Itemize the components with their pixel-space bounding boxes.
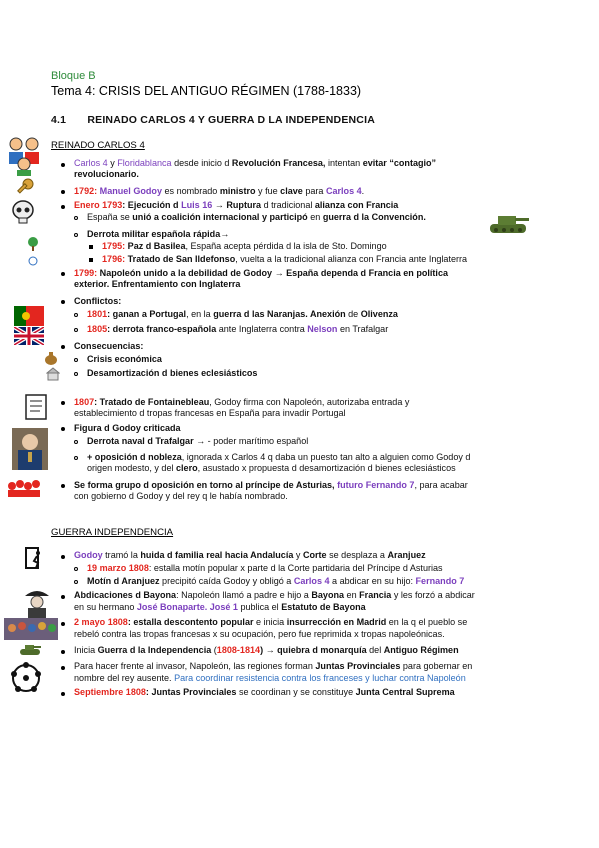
text-span: y (293, 550, 303, 560)
text-span: tramó la (102, 550, 141, 560)
text-span: guerra d la Convención. (322, 212, 426, 222)
text-span: 19 marzo 1808 (87, 563, 149, 573)
text-span: : estalla motín popular x parte d la Corte partidaria del Príncipe d Asturias (148, 563, 443, 573)
text-span: España se (87, 212, 133, 222)
uk-flag-icon (14, 327, 44, 345)
bullet (61, 666, 65, 670)
bullet-ring (74, 358, 78, 362)
text-span: Corte (302, 550, 327, 560)
money-bag-icon (44, 351, 58, 365)
list-item-cont (74, 602, 366, 613)
bullet-ring (74, 233, 78, 237)
list-item (87, 576, 464, 587)
text-span: Derrota naval d Trafalgar → (87, 436, 206, 446)
crowd-icon (6, 478, 42, 498)
text-span: - poder marítimo español (205, 436, 309, 446)
exit-icon (24, 547, 46, 569)
bullet (61, 622, 65, 626)
reinado-subtitle: REINADO CARLOS 4 (51, 140, 145, 151)
bullet (61, 163, 65, 167)
text-span: e inicia (253, 617, 287, 627)
list-item (74, 186, 364, 197)
text-span: Para hacer frente al invasor, Napoleón, las regiones forman (74, 661, 316, 671)
list-item (87, 309, 398, 320)
text-span: Paz d Basilea (125, 241, 186, 251)
text-span: Carlos 4 (74, 158, 108, 168)
bullet (61, 401, 65, 405)
list-item (102, 241, 387, 252)
bullet (61, 555, 65, 559)
text-span: publica el (237, 602, 282, 612)
text-span: 1795: (102, 241, 126, 251)
text-span: a abdicar en su hijo: (329, 576, 416, 586)
text-span: Manuel Godoy (97, 186, 162, 196)
list-item (87, 452, 470, 463)
text-span: 1792: (74, 186, 98, 196)
text-span: . (361, 186, 365, 196)
text-span: + oposición d nobleza (87, 452, 182, 462)
text-span: de (345, 309, 361, 319)
text-span: Fernando 7 (415, 576, 465, 586)
text-span: insurrección en Madrid (286, 617, 387, 627)
list-item (87, 436, 308, 447)
list-item: Conflictos: (74, 296, 122, 306)
church-icon (46, 367, 60, 381)
text-span: Napoleón unido a la debilidad de Godoy → España dependa d Francia en política (97, 268, 449, 278)
text-span: Guerra d la Independencia (97, 645, 212, 655)
list-item: Desamortización d bienes eclesiásticos (87, 368, 258, 378)
network-icon (8, 660, 44, 696)
bullet (61, 484, 65, 488)
bullet (61, 650, 65, 654)
list-item: Figura d Godoy criticada (74, 423, 181, 433)
list-item (87, 212, 426, 223)
text-span: 1796: (102, 254, 126, 264)
people-icon (4, 134, 44, 176)
bullet (61, 300, 65, 304)
text-span: Carlos 4 (325, 186, 362, 196)
napoleon-portrait-icon (22, 588, 52, 620)
section-number: 4.1 (51, 114, 67, 126)
text-span: en (307, 212, 323, 222)
godoy-portrait-icon (12, 428, 48, 470)
text-span: ( (211, 645, 217, 655)
ribbon-icon (28, 256, 38, 266)
list-item (74, 590, 475, 601)
bullet (61, 427, 65, 431)
list-item-cont: rebeló contra las tropas francesas x su ocupación, pero fue reprimida x tropas napoleónicas. (74, 629, 445, 639)
guerra-subtitle: GUERRA INDEPENDENCIA (51, 527, 174, 538)
text-span: se desplaza a (326, 550, 388, 560)
text-span: José Bonaparte. José 1 (136, 602, 238, 612)
text-span: en Trafalgar (337, 324, 389, 334)
text-span: Juntas Provinciales (315, 661, 401, 671)
text-span: unió a coalición internacional y participó (132, 212, 308, 222)
bullet-ring (74, 580, 78, 584)
bullet-square (89, 258, 93, 262)
list-item (74, 687, 455, 698)
text-span: en (344, 590, 360, 600)
protest-crowd-icon (4, 618, 58, 640)
text-span: Se forma grupo d oposición en torno al príncipe de Asturias, (74, 480, 338, 490)
text-span: : ganan a Portugal (107, 309, 187, 319)
text-span: Revolución Francesa, (231, 158, 326, 168)
text-span: Bayona (311, 590, 345, 600)
text-span: Olivenza (360, 309, 398, 319)
bullet (61, 345, 65, 349)
bullet-ring (74, 440, 78, 444)
list-item (87, 563, 443, 574)
text-span: 2 mayo 1808 (74, 617, 128, 627)
list-item (74, 200, 398, 211)
skull-icon (10, 200, 36, 224)
list-item-cont (74, 673, 466, 684)
text-span: 1799: (74, 268, 98, 278)
text-span: Abdicaciones d Bayona (74, 590, 177, 600)
text-span: clave (280, 186, 303, 196)
text-span: Carlos 4 (293, 576, 330, 586)
bullet-square (89, 245, 93, 249)
list-item: Derrota militar española rápida→ (87, 229, 230, 239)
text-span: huida d familia real hacia Andalucía (140, 550, 294, 560)
text-span: : derrota franco-española (107, 324, 217, 334)
text-span: , vuelta a la tradicional alianza con Francia ante Inglaterra (235, 254, 468, 264)
portugal-flag-icon (14, 306, 44, 326)
text-span: ) → quiebra d monarquía (260, 645, 367, 655)
text-span: y (107, 158, 118, 168)
text-span: Godoy (74, 550, 103, 560)
text-span: Tratado de San Ildefonso (125, 254, 236, 264)
scroll-icon (22, 392, 50, 422)
text-span: , España acepta pérdida d la isla de Sto. Domingo (185, 241, 387, 251)
text-span: alianza con Francia (314, 200, 399, 210)
text-span: guerra d las Naranjas. Anexión (213, 309, 346, 319)
text-span: Estatuto de Bayona (281, 602, 366, 612)
text-span: , ignorada x Carlos 4 q daba un puesto tan alto a alguien como Godoy d (181, 452, 471, 462)
text-span: 1805 (87, 324, 108, 334)
bullet (61, 595, 65, 599)
bullet (61, 190, 65, 194)
tank-icon (486, 208, 530, 238)
text-span: nombre del rey ausente. (74, 673, 175, 683)
text-span: 1801 (87, 309, 108, 319)
key-icon (14, 177, 36, 199)
list-item-cont: establecimiento d tropas francesas en España para invadir Portugal (74, 408, 346, 418)
text-span: futuro Fernando 7 (337, 480, 415, 490)
text-span: Aranjuez (387, 550, 426, 560)
text-span: Inicia (74, 645, 98, 655)
text-span: Septiembre 1808 (74, 687, 146, 697)
bullet (61, 272, 65, 276)
text-span: precipitó caída Godoy y obligó a (159, 576, 294, 586)
text-span: 1807 (74, 397, 95, 407)
bullet-ring (74, 456, 78, 460)
list-item (74, 550, 426, 561)
text-span: → Ruptura (212, 200, 262, 210)
text-span: clero (176, 463, 198, 473)
text-span: en su hermano (74, 602, 137, 612)
tema-title: Tema 4: CRISIS DEL ANTIGUO RÉGIMEN (1788-1833) (51, 84, 362, 98)
text-span: : Ejecución d (122, 200, 182, 210)
text-span: Junta Central Suprema (355, 687, 455, 697)
list-item (74, 661, 472, 672)
bullet (61, 692, 65, 696)
section-title: REINADO CARLOS 4 Y GUERRA D LA INDEPENDENCIA (87, 114, 375, 126)
text-span: Floridablanca (117, 158, 172, 168)
list-item (74, 268, 448, 279)
text-span: para gobernar en (400, 661, 473, 671)
text-span: y fue (255, 186, 281, 196)
text-span: y les forzó a abdicar (391, 590, 475, 600)
list-item (74, 645, 459, 656)
text-span: , asustado x propuesta d desamortización d bienes eclesiásticos (197, 463, 456, 473)
text-span: ministro (219, 186, 256, 196)
block-label: Bloque B (51, 70, 96, 82)
list-item-cont: revolucionario. (74, 169, 139, 179)
text-span: evitar “contagio” (362, 158, 437, 168)
text-span: : Tratado de Fontainebleau (94, 397, 210, 407)
text-span: Francia (359, 590, 392, 600)
text-span: origen modesto, y del (87, 463, 177, 473)
text-span: Motín d Aranjuez (87, 576, 160, 586)
text-span: : Juntas Provinciales (145, 687, 237, 697)
text-span: , Godoy firma con Napoleón, autorizaba entrada y (209, 397, 410, 407)
section-heading (51, 114, 375, 126)
bullet-ring (74, 328, 78, 332)
tank-small-icon (18, 642, 42, 656)
text-span: se coordinan y se constituye (236, 687, 356, 697)
text-span: en la q el pueblo se (386, 617, 468, 627)
text-span: Nelson (307, 324, 338, 334)
text-span: Antiguo Régimen (383, 645, 459, 655)
text-span: ante Inglaterra contra (216, 324, 308, 334)
bullet-ring (74, 216, 78, 220)
list-item (74, 480, 468, 491)
list-item: Crisis económica (87, 354, 162, 364)
text-span: desde inicio d (171, 158, 232, 168)
list-item-cont (87, 463, 456, 474)
text-span: es nombrado (161, 186, 220, 196)
text-span: intentan (325, 158, 363, 168)
bullet (61, 205, 65, 209)
list-item-cont: exterior. Enfrentamiento con Inglaterra (74, 279, 241, 289)
text-span: para (302, 186, 326, 196)
list-item (74, 158, 436, 169)
text-span: , para acabar (414, 480, 468, 490)
list-item-cont: con gobierno d Godoy y del rey q le había nombrado. (74, 491, 288, 501)
tree-icon (26, 237, 40, 251)
text-span: del (366, 645, 384, 655)
text-span: Enero 1793 (74, 200, 123, 210)
text-span: Para coordinar resistencia contra los franceses y luchar contra Napoleón (174, 673, 466, 683)
text-span: 1808-1814 (216, 645, 261, 655)
bullet-ring (74, 372, 78, 376)
list-item: Consecuencias: (74, 341, 144, 351)
text-span: Luis 16 (181, 200, 213, 210)
list-item (74, 617, 467, 628)
text-span: d tradicional (261, 200, 315, 210)
text-span: , en la (186, 309, 214, 319)
bullet-ring (74, 313, 78, 317)
list-item (87, 324, 388, 335)
text-span: : estalla descontento popular (127, 617, 254, 627)
list-item (102, 254, 467, 265)
bullet-ring (74, 567, 78, 571)
list-item (74, 397, 409, 408)
text-span: : Napoleón llamó a padre e hijo a (176, 590, 312, 600)
